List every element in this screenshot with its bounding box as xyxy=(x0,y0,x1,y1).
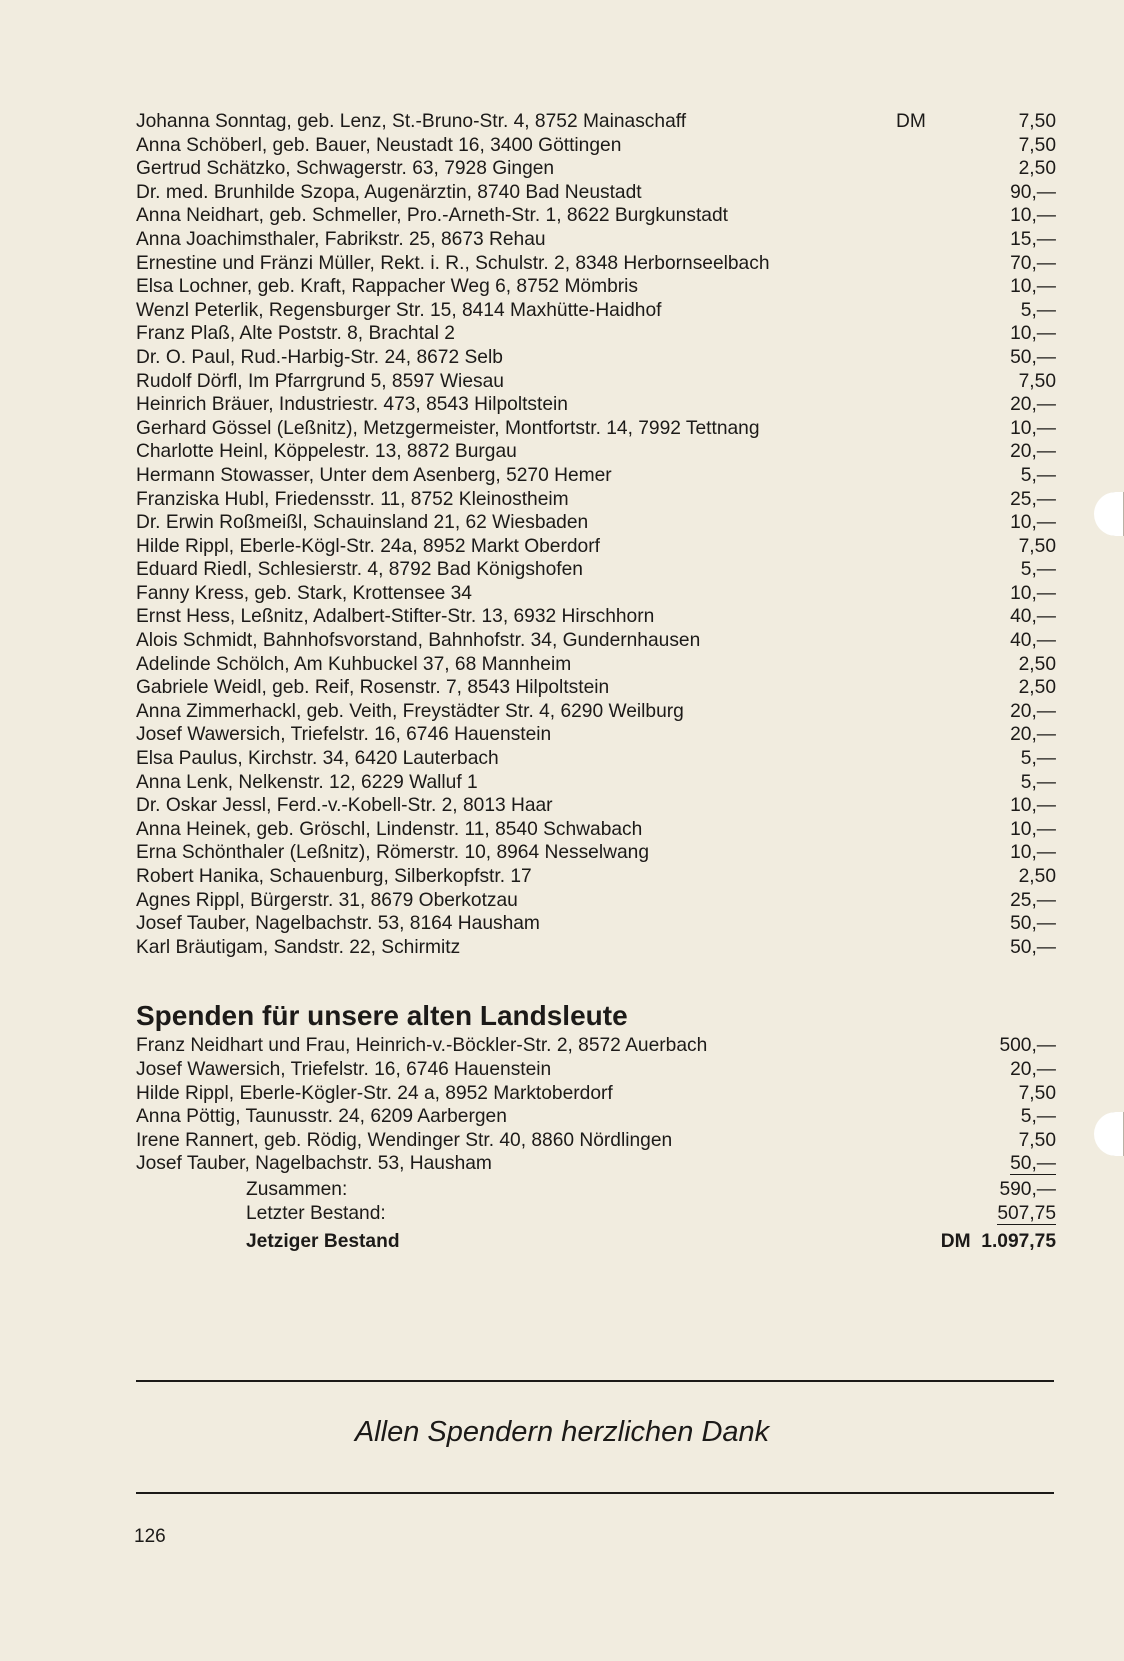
donor-row xyxy=(136,1058,1056,1082)
donor-amount: 10,— xyxy=(1010,417,1056,439)
donor-row xyxy=(136,488,1056,512)
donor-amount: 7,50 xyxy=(1018,134,1056,156)
donor-row xyxy=(136,794,1056,818)
donor-currency: DM xyxy=(896,111,926,132)
donor-row xyxy=(136,865,1056,889)
donor-name: Alois Schmidt, Bahnhofsvorstand, Bahnhofstr. 34, Gundernhausen xyxy=(136,630,701,652)
donor-name: Gerhard Gössel (Leßnitz), Metzgermeister, Montfortstr. 14, 7992 Tettnang xyxy=(136,417,760,439)
donor-row xyxy=(136,936,1056,960)
donor-name: Anna Zimmerhackl, geb. Veith, Freystädter Str. 4, 6290 Weilburg xyxy=(136,700,684,722)
donor-name: Franz Plaß, Alte Poststr. 8, Brachtal 2 xyxy=(136,323,455,345)
donor-amount: 5,— xyxy=(1020,771,1056,793)
donor-amount: 7,50 xyxy=(1018,370,1056,392)
donor-amount: 20,— xyxy=(1010,394,1056,416)
current-balance-amount xyxy=(941,1230,1056,1255)
total-value: 590,— xyxy=(999,1178,1056,1200)
donor-amount: 5,— xyxy=(1020,748,1056,770)
donor-list xyxy=(136,110,1056,959)
donor-amount: 20,— xyxy=(1010,1058,1056,1080)
donor-amount: 50,— xyxy=(1010,346,1056,368)
donor-name: Anna Schöberl, geb. Bauer, Neustadt 16, 3400 Göttingen xyxy=(136,134,622,156)
donor-name: Adelinde Schölch, Am Kuhbuckel 37, 68 Mannheim xyxy=(136,653,572,675)
donor-amount: 7,50 xyxy=(1018,111,1056,132)
punch-hole xyxy=(1094,492,1124,536)
donor-row xyxy=(136,370,1056,394)
donor-name: Anna Pöttig, Taunusstr. 24, 6209 Aarbergen xyxy=(136,1106,507,1128)
current-balance-value: 1.097,75 xyxy=(981,1230,1056,1252)
donor-amount: 90,— xyxy=(1010,181,1056,203)
donor-amount: 10,— xyxy=(1010,205,1056,227)
donor-name: Ernst Hess, Leßnitz, Adalbert-Stifter-Str. 13, 6932 Hirschhorn xyxy=(136,606,655,628)
donor-name: Anna Joachimsthaler, Fabrikstr. 25, 8673 Rehau xyxy=(136,228,546,250)
donor-row xyxy=(136,252,1056,276)
total-row xyxy=(136,1178,1056,1203)
donor-row xyxy=(136,653,1056,677)
donor-amount: 40,— xyxy=(1010,630,1056,652)
donor-row xyxy=(136,582,1056,606)
donor-name: Franziska Hubl, Friedensstr. 11, 8752 Kleinostheim xyxy=(136,488,569,510)
donor-amount: 10,— xyxy=(1010,512,1056,534)
donor-amount: 2,50 xyxy=(1018,158,1056,180)
section-heading: Spenden für unsere alten Landsleute xyxy=(136,1000,628,1032)
donor-name: Elsa Paulus, Kirchstr. 34, 6420 Lauterbach xyxy=(136,748,499,770)
donor-name: Hilde Rippl, Eberle-Kögl-Str. 24a, 8952 Markt Oberdorf xyxy=(136,535,600,557)
donor-row xyxy=(136,511,1056,535)
donor-amount: 7,50 xyxy=(1018,1129,1056,1151)
donor-row xyxy=(136,818,1056,842)
donor-name: Robert Hanika, Schauenburg, Silberkopfstr. 17 xyxy=(136,866,532,887)
donor-amount: 5,— xyxy=(1020,559,1056,581)
current-balance-label: Jetziger Bestand xyxy=(246,1230,400,1252)
donor-row xyxy=(136,134,1056,158)
donor-name: Josef Wawersich, Triefelstr. 16, 6746 Hauenstein xyxy=(136,724,552,746)
previous-balance-value: 507,75 xyxy=(997,1203,1056,1225)
donor-amount: 500,— xyxy=(999,1035,1056,1057)
donor-amount: 2,50 xyxy=(1018,653,1056,675)
donor-name: Wenzl Peterlik, Regensburger Str. 15, 8414 Maxhütte-Haidhof xyxy=(136,299,662,321)
donor-row xyxy=(136,676,1056,700)
donor-row xyxy=(136,181,1056,205)
donor-row xyxy=(136,204,1056,228)
donor-amount: 7,50 xyxy=(1018,535,1056,557)
donor-amount: 20,— xyxy=(1010,700,1056,722)
donor-name: Anna Heinek, geb. Gröschl, Lindenstr. 11, 8540 Schwabach xyxy=(136,818,643,840)
donor-amount: 10,— xyxy=(1010,818,1056,840)
donor-row xyxy=(136,723,1056,747)
donor-name: Karl Bräutigam, Sandstr. 22, Schirmitz xyxy=(136,936,461,958)
donor-amount: 10,— xyxy=(1010,582,1056,604)
donor-name: Rudolf Dörfl, Im Pfarrgrund 5, 8597 Wiesau xyxy=(136,370,504,392)
donor-name: Ernestine und Fränzi Müller, Rekt. i. R., Schulstr. 2, 8348 Herbornseelbach xyxy=(136,252,770,274)
divider-top xyxy=(136,1380,1054,1382)
donor-amount: 50,— xyxy=(1010,936,1056,958)
current-balance-currency: DM xyxy=(940,1230,971,1252)
donor-row xyxy=(136,747,1056,771)
donor-amount: 50,— xyxy=(1010,913,1056,935)
donor-row xyxy=(136,1129,1056,1153)
donor-amount: 10,— xyxy=(1010,842,1056,864)
totals-block xyxy=(136,1178,1056,1255)
donor-row xyxy=(136,605,1056,629)
donor-name: Franz Neidhart und Frau, Heinrich-v.-Böckler-Str. 2, 8572 Auerbach xyxy=(136,1035,708,1057)
donor-amount: 10,— xyxy=(1010,323,1056,345)
donor-name: Erna Schönthaler (Leßnitz), Römerstr. 10, 8964 Nesselwang xyxy=(136,842,649,864)
donor-row xyxy=(136,275,1056,299)
donor-row xyxy=(136,299,1056,323)
donor-amount: 10,— xyxy=(1010,276,1056,298)
donor-row xyxy=(136,464,1056,488)
donor-row xyxy=(136,157,1056,181)
donor-name: Dr. O. Paul, Rud.-Harbig-Str. 24, 8672 Selb xyxy=(136,346,503,368)
donor-row xyxy=(136,841,1056,865)
donor-row xyxy=(136,417,1056,441)
donor-name: Johanna Sonntag, geb. Lenz, St.-Bruno-Str. 4, 8752 Mainaschaff xyxy=(136,111,687,132)
donor-name: Heinrich Bräuer, Industriestr. 473, 8543 Hilpoltstein xyxy=(136,394,568,416)
donor-name: Agnes Rippl, Bürgerstr. 31, 8679 Oberkotzau xyxy=(136,889,518,911)
donor-name: Dr. med. Brunhilde Szopa, Augenärztin, 8740 Bad Neustadt xyxy=(136,181,642,203)
donor-row xyxy=(136,558,1056,582)
donor-row xyxy=(136,322,1056,346)
donor-name: Hilde Rippl, Eberle-Kögler-Str. 24 a, 8952 Marktoberdorf xyxy=(136,1082,613,1104)
donor-amount: 15,— xyxy=(1010,228,1056,250)
donor-row xyxy=(136,1082,1056,1106)
donor-name: Fanny Kress, geb. Stark, Krottensee 34 xyxy=(136,582,472,604)
previous-balance-row xyxy=(136,1202,1056,1227)
donor-name: Josef Tauber, Nagelbachstr. 53, Hausham xyxy=(136,1153,492,1175)
donor-name: Gabriele Weidl, geb. Reif, Rosenstr. 7, 8543 Hilpoltstein xyxy=(136,677,610,699)
donor-amount: 5,— xyxy=(1020,299,1056,321)
donor-amount: 2,50 xyxy=(1018,866,1056,887)
donor-name: Elsa Lochner, geb. Kraft, Rappacher Weg 6, 8752 Mömbris xyxy=(136,276,638,298)
donor-amount: 7,50 xyxy=(1018,1082,1056,1104)
donor-amount: 5,— xyxy=(1020,1106,1056,1128)
donor-row xyxy=(136,440,1056,464)
donor-amount: 50,— xyxy=(1010,1153,1056,1175)
donor-amount: 25,— xyxy=(1010,889,1056,911)
donor-amount: 5,— xyxy=(1020,464,1056,486)
donor-row xyxy=(136,1034,1056,1058)
donor-row xyxy=(136,912,1056,936)
donor-name: Charlotte Heinl, Köppelestr. 13, 8872 Burgau xyxy=(136,441,517,463)
donor-amount: 20,— xyxy=(1010,441,1056,463)
elderly-donor-list xyxy=(136,1034,1056,1176)
previous-balance-label: Letzter Bestand: xyxy=(246,1203,386,1225)
divider-bottom xyxy=(136,1492,1054,1494)
donor-row xyxy=(136,346,1056,370)
donor-row xyxy=(136,629,1056,653)
donor-row xyxy=(136,535,1056,559)
donor-amount: 40,— xyxy=(1010,606,1056,628)
donor-name: Josef Tauber, Nagelbachstr. 53, 8164 Hausham xyxy=(136,913,540,935)
donor-name: Dr. Erwin Roßmeißl, Schauinsland 21, 62 Wiesbaden xyxy=(136,512,589,534)
donor-name: Hermann Stowasser, Unter dem Asenberg, 5270 Hemer xyxy=(136,464,612,486)
donor-name: Irene Rannert, geb. Rödig, Wendinger Str. 40, 8860 Nördlingen xyxy=(136,1129,673,1151)
donor-amount: 20,— xyxy=(1010,724,1056,746)
donor-amount: 25,— xyxy=(1010,488,1056,510)
donor-name: Dr. Oskar Jessl, Ferd.-v.-Kobell-Str. 2, 8013 Haar xyxy=(136,795,553,817)
thanks-message: Allen Spendern herzlichen Dank xyxy=(354,1416,770,1448)
punch-hole xyxy=(1094,1112,1124,1156)
donor-row xyxy=(136,700,1056,724)
donor-row xyxy=(136,1152,1056,1176)
donor-row xyxy=(136,110,1056,134)
donor-row xyxy=(136,1105,1056,1129)
donation-content xyxy=(136,110,1056,1254)
donor-amount: 70,— xyxy=(1010,252,1056,274)
donor-amount: 2,50 xyxy=(1018,677,1056,699)
donor-name: Eduard Riedl, Schlesierstr. 4, 8792 Bad Königshofen xyxy=(136,559,583,581)
donor-row xyxy=(136,889,1056,913)
total-label: Zusammen: xyxy=(246,1178,348,1200)
donor-row xyxy=(136,228,1056,252)
page-number: 126 xyxy=(134,1526,166,1547)
donor-row xyxy=(136,393,1056,417)
donor-name: Anna Lenk, Nelkenstr. 12, 6229 Walluf 1 xyxy=(136,771,478,793)
donor-amount: 10,— xyxy=(1010,795,1056,817)
donor-name: Anna Neidhart, geb. Schmeller, Pro.-Arneth-Str. 1, 8622 Burgkunstadt xyxy=(136,205,728,227)
donor-name: Gertrud Schätzko, Schwagerstr. 63, 7928 Gingen xyxy=(136,158,555,180)
donor-name: Josef Wawersich, Triefelstr. 16, 6746 Hauenstein xyxy=(136,1058,552,1080)
current-balance-row xyxy=(136,1230,1056,1255)
donor-row xyxy=(136,771,1056,795)
